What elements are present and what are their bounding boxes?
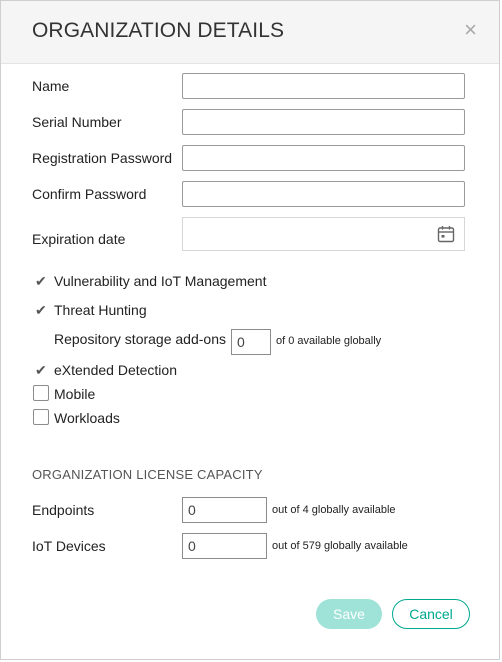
endpoints-input[interactable] xyxy=(182,497,267,523)
iot-devices-input[interactable] xyxy=(182,533,267,559)
name-input[interactable] xyxy=(182,73,465,99)
workloads-checkbox[interactable] xyxy=(33,409,49,425)
mobile-checkbox[interactable] xyxy=(33,385,49,401)
workloads-label: Workloads xyxy=(54,410,120,426)
endpoints-label: Endpoints xyxy=(32,502,95,518)
repository-availability-note: of 0 available globally xyxy=(276,335,382,347)
repository-storage-label: Repository storage add-ons xyxy=(54,331,226,347)
dialog-header xyxy=(1,1,499,64)
close-icon[interactable]: × xyxy=(464,17,477,42)
registration-password-input[interactable] xyxy=(182,145,465,171)
expiration-date-label: Expiration date xyxy=(32,231,126,247)
expiration-date-picker[interactable] xyxy=(182,217,465,251)
iot-devices-label: IoT Devices xyxy=(32,538,106,554)
check-icon-threat-hunting[interactable]: ✔ xyxy=(35,302,47,318)
cancel-button[interactable]: Cancel xyxy=(392,599,470,629)
vulnerability-iot-label: Vulnerability and IoT Management xyxy=(54,273,267,289)
calendar-icon[interactable] xyxy=(437,225,455,243)
serial-number-input[interactable] xyxy=(182,109,465,135)
dialog-title: ORGANIZATION DETAILS xyxy=(32,19,285,42)
name-label: Name xyxy=(32,78,70,94)
endpoints-availability-note: out of 4 globally available xyxy=(272,504,396,516)
repository-storage-input[interactable] xyxy=(231,329,271,355)
mobile-label: Mobile xyxy=(54,386,96,402)
extended-detection-label: eXtended Detection xyxy=(54,362,177,378)
confirm-password-input[interactable] xyxy=(182,181,465,207)
iot-devices-availability-note: out of 579 globally available xyxy=(272,540,408,552)
registration-password-label: Registration Password xyxy=(32,150,173,166)
serial-number-label: Serial Number xyxy=(32,114,122,130)
threat-hunting-label: Threat Hunting xyxy=(54,302,147,318)
save-button[interactable]: Save xyxy=(316,599,382,629)
license-capacity-heading: ORGANIZATION LICENSE CAPACITY xyxy=(32,467,263,482)
check-icon-vulnerability[interactable]: ✔ xyxy=(35,273,47,289)
confirm-password-label: Confirm Password xyxy=(32,186,147,202)
check-icon-xdr[interactable]: ✔ xyxy=(35,362,47,378)
